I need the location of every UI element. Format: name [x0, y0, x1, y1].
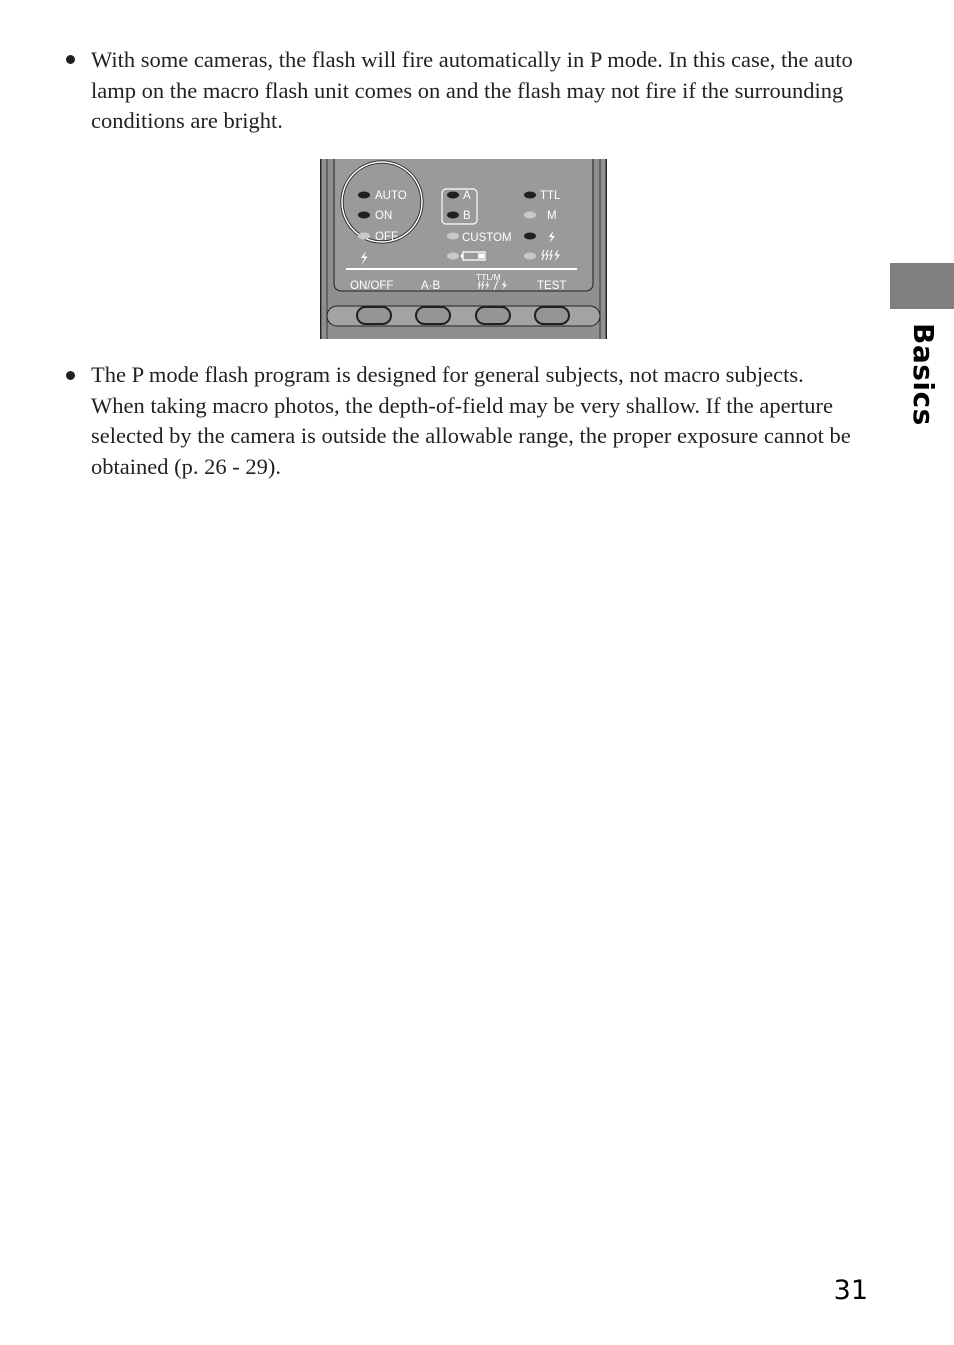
bullet-icon [66, 55, 75, 64]
button-label-ttl-m: TTL/M [476, 272, 501, 282]
test-button[interactable] [535, 307, 569, 324]
a-b-button[interactable] [416, 307, 450, 324]
lamp-label-b: B [463, 210, 471, 222]
section-tab [890, 263, 954, 309]
lamp-label-off: OFF [375, 231, 398, 243]
button-label-a-b: A·B [421, 280, 441, 292]
page-number: 31 [833, 1275, 868, 1306]
lamp-label-m: M [547, 210, 557, 222]
lamp-label-auto: AUTO [375, 190, 407, 202]
flash-control-panel-figure [320, 159, 607, 339]
button-label-test: TEST [537, 280, 567, 292]
ttl-m-button[interactable] [476, 307, 510, 324]
lamp-label-ttl: TTL [540, 190, 561, 202]
bullet-icon [66, 371, 75, 380]
button-label-on-off: ON/OFF [350, 280, 394, 292]
paragraph-p-mode-program: The P mode flash program is designed for general subjects, not macro subjects. When taking macro photos, the depth-of-field may be very shallow. If the aperture selected by the camera is outside the allowable range, the proper exposure cannot be obtained (p. 26 - 29). [91, 362, 851, 479]
bullet-item [62, 45, 862, 137]
lamp-label-a: A [463, 190, 471, 202]
lamp-label-custom: CUSTOM [462, 232, 512, 244]
section-label: Basics [907, 323, 940, 426]
paragraph-auto-flash: With some cameras, the flash will fire automatically in P mode. In this case, the auto lamp on the macro flash unit comes on and the flash may not fire if the surrounding conditions are bright. [91, 47, 853, 133]
on-off-button[interactable] [357, 307, 391, 324]
lamp-label-on: ON [375, 210, 393, 222]
bullet-item [62, 360, 862, 482]
